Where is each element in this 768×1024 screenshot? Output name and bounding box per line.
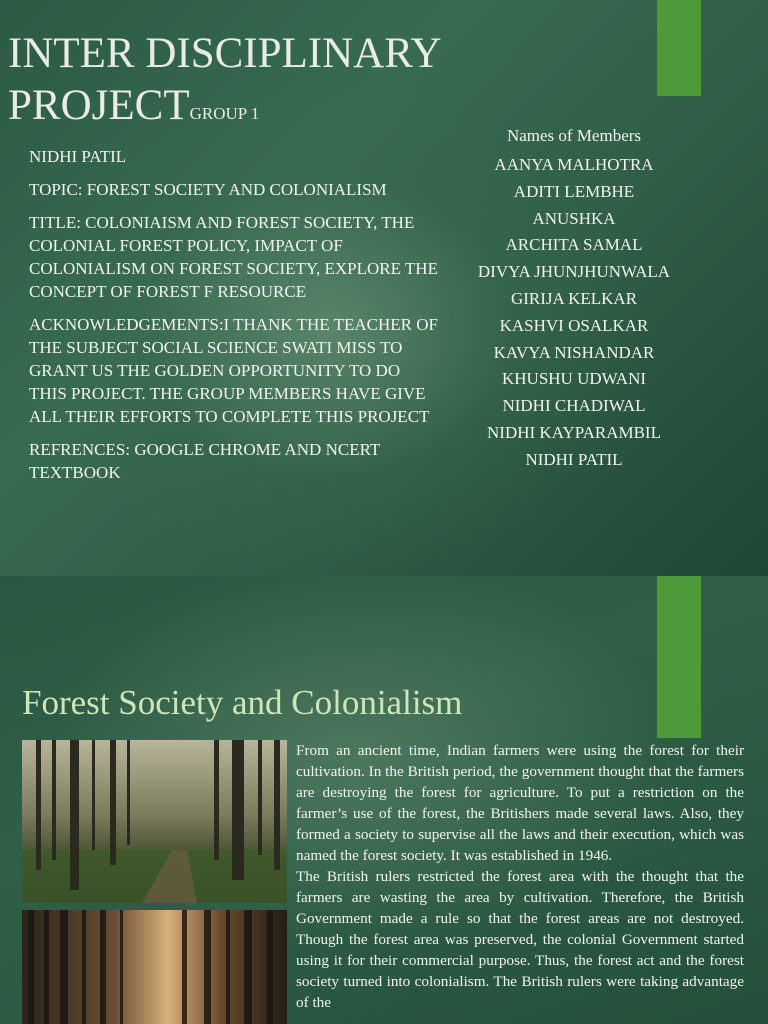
member-name: GIRIJA KELKAR	[510, 288, 638, 308]
members-items	[458, 152, 690, 474]
project-title-text: INTER DISCIPLINARY PROJECT	[8, 30, 440, 129]
slide-title: Forest Society and Colonialism	[22, 683, 463, 722]
member-name: ADITI LEMBHE	[513, 181, 635, 201]
member-name: NIDHI KAYPARAMBIL	[487, 422, 661, 442]
forest-path-photo	[22, 740, 287, 903]
project-details	[29, 145, 439, 494]
accent-bar	[657, 0, 701, 96]
member-name: KHUSHU UDWANI	[501, 369, 647, 389]
member-name: NIDHI PATIL	[525, 449, 623, 469]
project-title	[8, 28, 528, 140]
paragraph-1: From an ancient time, Indian farmers were using the forest for their cultivation. In the British period, the government thought that the farmers are destroying the forest for agriculture. To put a restriction on the farmer’s use of the forest, the Britishers made several laws. Also, they formed a society to supervise all the laws and their execution, which was named the forest society. It was established in 1946.	[296, 742, 744, 864]
member-name: ARCHITA SAMAL	[505, 235, 643, 255]
member-name: NIDHI CHADIWAL	[502, 396, 646, 416]
forest-sunlight-photo	[22, 910, 287, 1024]
members-heading: Names of Members	[506, 126, 642, 145]
body-text	[296, 740, 744, 1013]
group-label: GROUP 1	[189, 104, 260, 123]
members-list	[458, 124, 690, 474]
member-name: AANYA MALHOTRA	[494, 155, 654, 174]
title-line: TITLE: COLONIAISM AND FOREST SOCIETY, THE COLONIAL FOREST POLICY, IMPACT OF COLONIALISM ON FOREST SOCIETY, EXPLORE THE CONCEPT OF FOREST F RESOURCE	[29, 213, 438, 301]
slide-forest-society	[0, 576, 768, 1024]
references: REFRENCES: GOOGLE CHROME AND NCERT TEXTBOOK	[29, 440, 380, 482]
author-name: NIDHI PATIL	[29, 147, 127, 166]
acknowledgements: ACKNOWLEDGEMENTS:I THANK THE TEACHER OF THE SUBJECT SOCIAL SCIENCE SWATI MISS TO GRANT US THE GOLDEN OPPORTUNITY TO DO THIS PROJECT. THE GROUP MEMBERS HAVE GIVE ALL THEIR EFFORTS TO COMPLETE THIS PROJECT	[29, 315, 438, 426]
member-name: KASHVI OSALKAR	[499, 315, 649, 335]
accent-bar	[657, 576, 701, 738]
paragraph-2: The British rulers restricted the forest area with the thought that the farmers are wasting the area by cultivation. Therefore, the British Government made a rule so that the forest areas are not destroyed. Though the forest area was preserved, the colonial Government started using it for their commercial purpose. Thus, the forest act and the forest society turned into colonialism. The British rulers were taking advantage of the	[296, 868, 744, 1011]
member-name: KAVYA NISHANDAR	[493, 342, 655, 362]
member-name: ANUSHKA	[532, 208, 616, 228]
member-name: DIVYA JHUNJHUNWALA	[477, 262, 671, 282]
topic-line: TOPIC: FOREST SOCIETY AND COLONIALISM	[29, 180, 387, 199]
